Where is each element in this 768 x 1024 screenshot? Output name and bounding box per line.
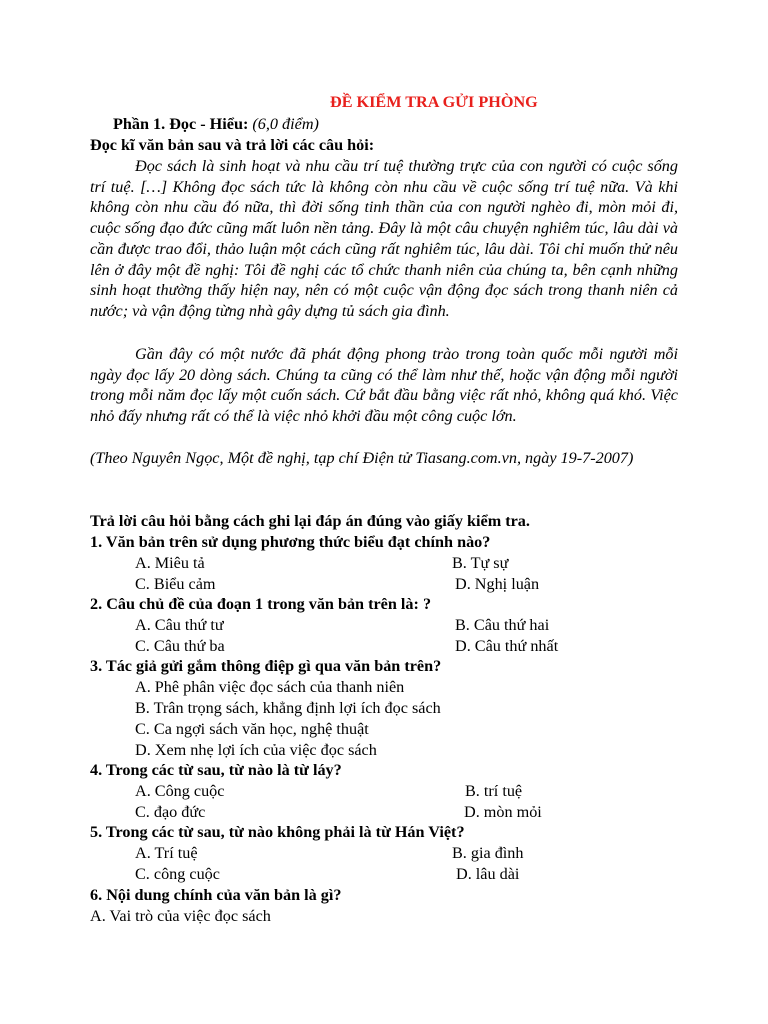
q2-option-c: C. Câu thứ ba bbox=[135, 637, 225, 655]
question-6: 6. Nội dung chính của văn bản là gì? bbox=[90, 886, 342, 904]
q2-option-b: B. Câu thứ hai bbox=[455, 616, 550, 634]
q4-option-d: D. mòn mỏi bbox=[464, 803, 542, 821]
q4-option-a: A. Công cuộc bbox=[135, 782, 225, 800]
reading-instruction: Đọc kĩ văn bản sau và trả lời các câu hỏi: bbox=[90, 136, 375, 154]
question-2: 2. Câu chủ đề của đoạn 1 trong văn bản trên là: ? bbox=[90, 595, 432, 613]
exam-title: ĐỀ KIỂM TRA GỬI PHÒNG bbox=[330, 93, 538, 111]
q6-option-a: A. Vai trò của việc đọc sách bbox=[90, 907, 271, 925]
q1-option-a: A. Miêu tả bbox=[135, 554, 205, 572]
answer-instruction: Trả lời câu hỏi bằng cách ghi lại đáp án đúng vào giấy kiểm tra. bbox=[90, 512, 530, 530]
question-3: 3. Tác giả gửi gắm thông điệp gì qua văn bản trên? bbox=[90, 657, 442, 675]
part-heading bbox=[113, 114, 319, 135]
q5-option-c: C. công cuộc bbox=[135, 865, 220, 883]
q2-option-d: D. Câu thứ nhất bbox=[455, 637, 559, 655]
q3-option-c: C. Ca ngợi sách văn học, nghệ thuật bbox=[135, 720, 369, 738]
question-4: 4. Trong các từ sau, từ nào là từ láy? bbox=[90, 761, 342, 779]
q1-option-c: C. Biểu cảm bbox=[135, 575, 216, 593]
question-1: 1. Văn bản trên sử dụng phương thức biểu đạt chính nào? bbox=[90, 533, 491, 551]
question-5: 5. Trong các từ sau, từ nào không phải là từ Hán Việt? bbox=[90, 823, 465, 841]
q3-option-a: A. Phê phân việc đọc sách của thanh niên bbox=[135, 678, 405, 696]
passage-paragraph-1-text: Đọc sách là sinh hoạt và nhu cầu trí tuệ thường trực của con người có cuộc sống trí tuệ. […] Không đọc sách tức là không còn nhu cầu về cuộc sống trí tuệ nữa. Và khi không còn nhu cầu đó nữa, thì đời sống tinh thần của con người nghèo đi, mòn mỏi đi, cuộc sống đạo đức cũng mất luôn nền tảng. Đây là một câu chuyện nghiêm túc, lâu dài và cần được trao đổi, thảo luận một cách cũng rất nghiêm túc, lâu dài. Tôi chỉ muốn thử nêu lên ở đây một đề nghị: Tôi đề nghị các tổ chức thanh niên của chúng ta, bên cạnh những sinh hoạt thường thấy hiện nay, nên có một cuộc vận động đọc sách trong thanh niên cả nước; và vận động từng nhà gây dựng tủ sách gia đình. bbox=[90, 157, 678, 320]
passage-paragraph-2 bbox=[90, 344, 678, 427]
q2-option-a: A. Câu thứ tư bbox=[135, 616, 224, 634]
q1-option-d: D. Nghị luận bbox=[455, 575, 540, 593]
q5-option-d: D. lâu dài bbox=[456, 865, 520, 883]
q1-option-b: B. Tự sự bbox=[452, 554, 509, 572]
part-points: (6,0 điểm) bbox=[252, 115, 319, 133]
q4-option-b: B. trí tuệ bbox=[465, 782, 523, 800]
q5-option-b: B. gia đình bbox=[452, 844, 524, 862]
passage-paragraph-2-text: Gần đây có một nước đã phát động phong trào trong toàn quốc mỗi người mỗi ngày đọc lấy 20 dòng sách. Chúng ta cũng có thể làm như thế, hoặc vận động mỗi người trong mỗi năm đọc lấy một cuốn sách. Cứ bắt đầu bằng việc rất nhỏ, không quá khó. Việc nhỏ đấy nhưng rất có thể là việc nhỏ khởi đầu một công cuộc lớn. bbox=[90, 345, 678, 426]
passage-paragraph-1 bbox=[90, 156, 678, 322]
part-label: Phần 1. Đọc - Hiểu: bbox=[113, 115, 249, 133]
passage-source: (Theo Nguyên Ngọc, Một đề nghị, tạp chí Điện tử Tiasang.com.vn, ngày 19-7-2007) bbox=[90, 449, 634, 467]
q3-option-b: B. Trân trọng sách, khẳng định lợi ích đọc sách bbox=[135, 699, 441, 717]
q4-option-c: C. đạo đức bbox=[135, 803, 206, 821]
q5-option-a: A. Trí tuệ bbox=[135, 844, 198, 862]
q3-option-d: D. Xem nhẹ lợi ích của việc đọc sách bbox=[135, 741, 377, 759]
